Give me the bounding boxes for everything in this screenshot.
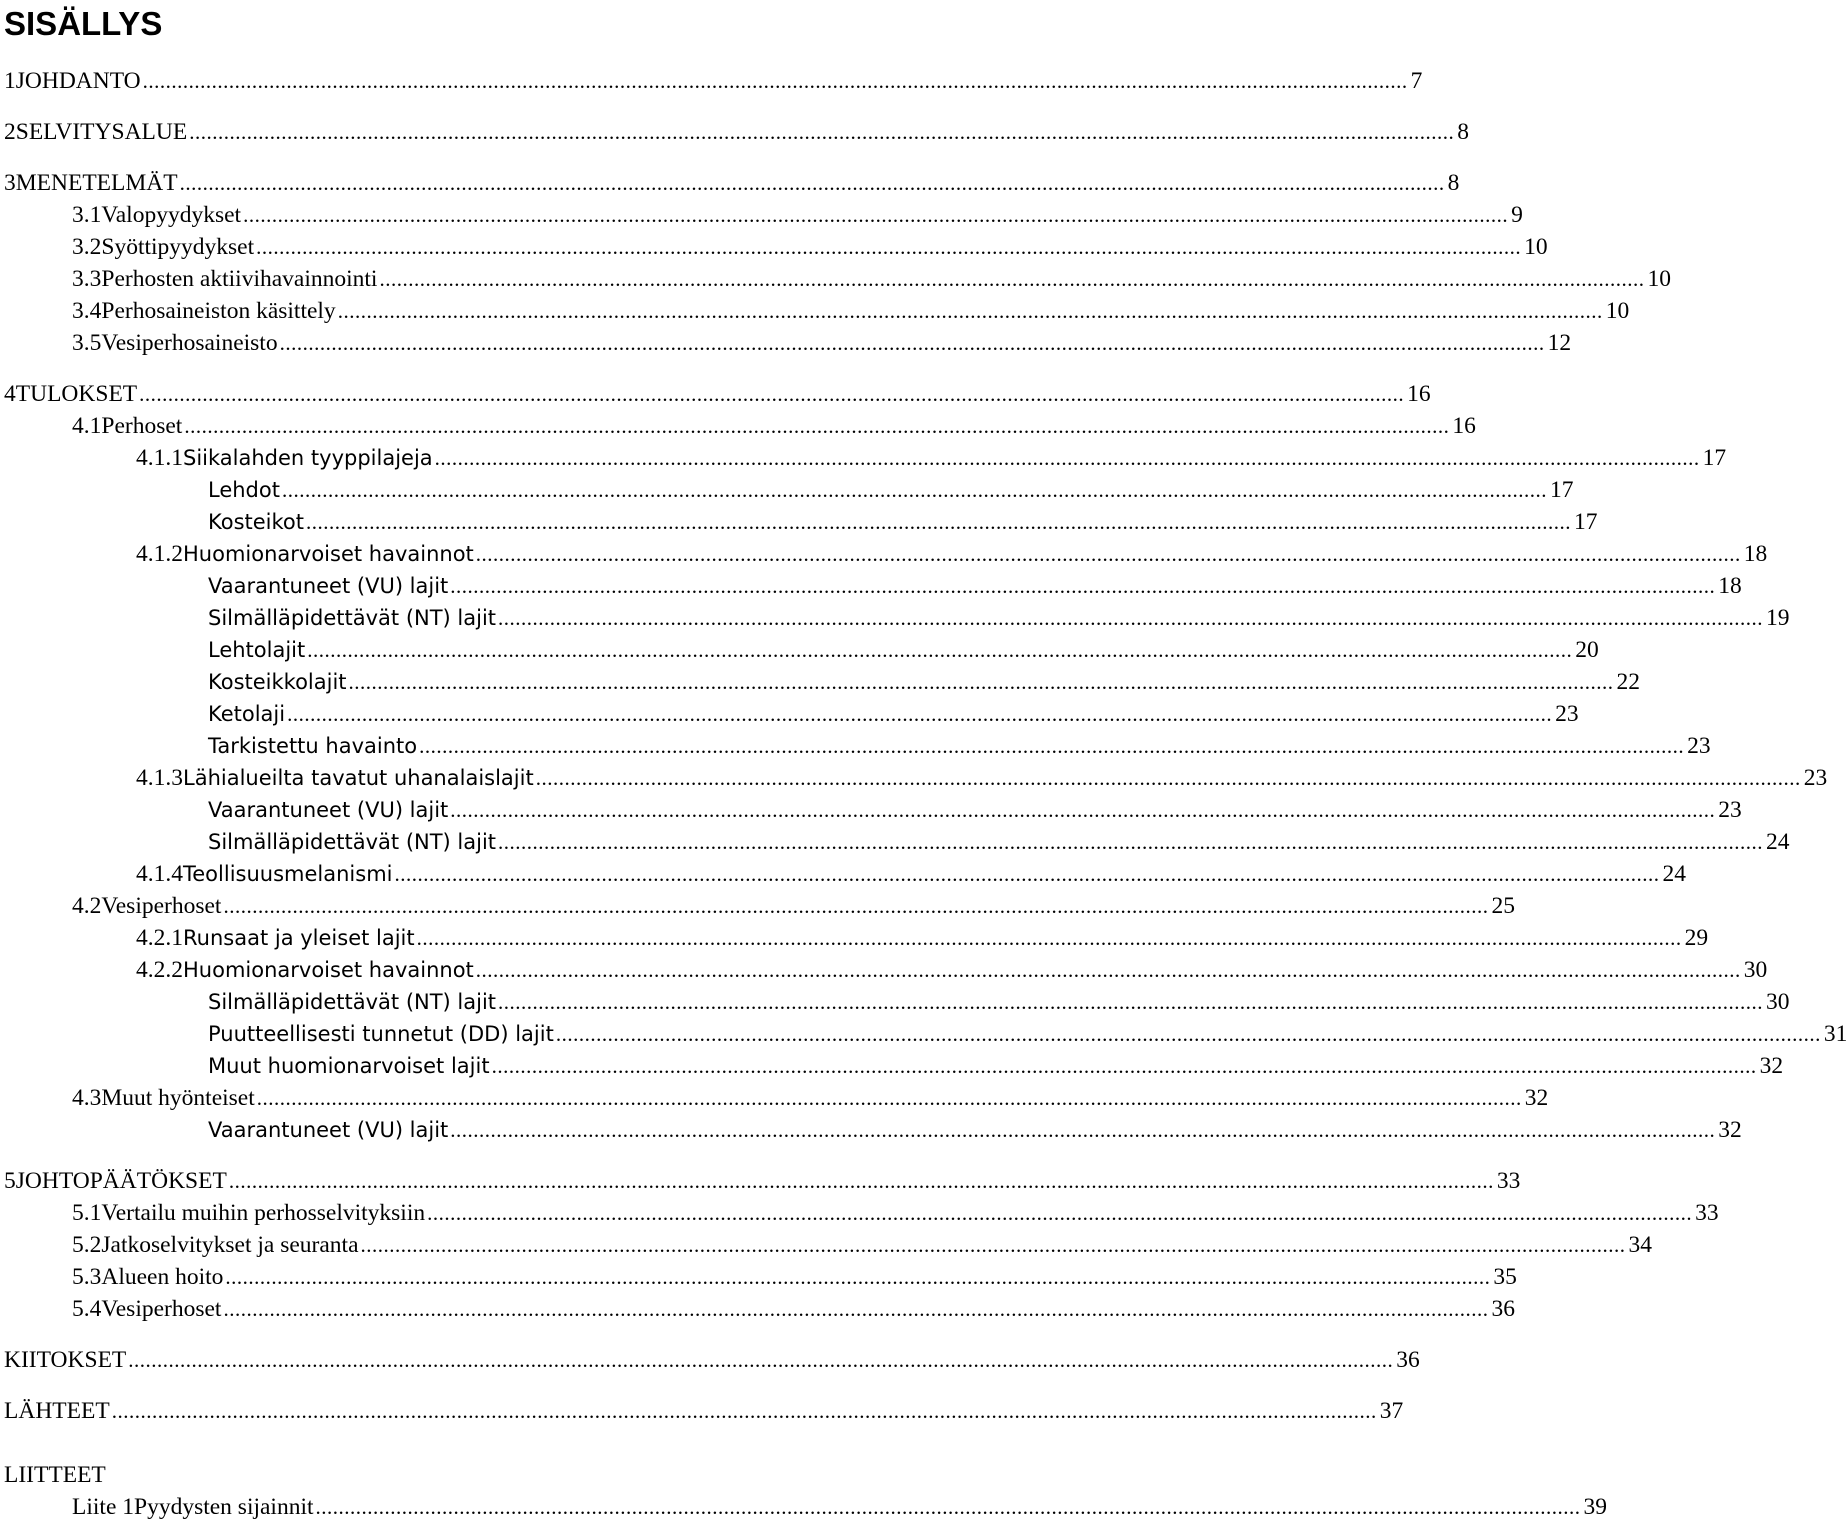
toc-entry-page: 30 — [1743, 957, 1768, 983]
toc-entry-label: Kosteikkolajit — [208, 670, 347, 694]
toc-entry-number: 4.3 — [72, 1085, 102, 1111]
toc-entry-page: 8 — [1447, 170, 1460, 196]
toc-entry-label: Silmälläpidettävät (NT) lajit — [208, 606, 497, 630]
toc-entry-label: Pyydysten sijainnit — [134, 1494, 314, 1520]
toc-entry-number: 4.1 — [72, 413, 102, 439]
toc-entry-page: 34 — [1628, 1232, 1652, 1258]
toc-entry-page: 18 — [1743, 541, 1768, 567]
toc-entry-number: 4.2 — [72, 893, 102, 919]
toc-entry-number: 4.1.3 — [136, 765, 183, 791]
toc-entry[interactable] — [208, 1019, 1847, 1049]
toc-entry[interactable] — [72, 232, 1548, 262]
dot-leader: ............................................................................................................................................................................................................................ — [360, 1233, 1626, 1257]
toc-entry-number: 4.1.2 — [136, 541, 183, 567]
toc-entry-page: 33 — [1496, 1168, 1521, 1194]
dot-leader: ............................................................................................................................................................................................................................ — [111, 1399, 1377, 1423]
toc-entry[interactable] — [136, 539, 1768, 569]
dot-leader: ............................................................................................................................................................................................................................ — [189, 120, 1455, 144]
toc-entry-page: 32 — [1759, 1053, 1784, 1079]
toc-entry-label: JOHTOPÄÄTÖKSET — [15, 1168, 227, 1194]
toc-entry-page: 10 — [1524, 234, 1548, 260]
toc-entry-page: 10 — [1647, 266, 1671, 292]
toc-entry-label: Perhoset — [101, 413, 183, 439]
toc-entry-page: 36 — [1491, 1296, 1515, 1322]
toc-entry-page: 16 — [1452, 413, 1476, 439]
toc-entry-label: Vesiperhosaineisto — [101, 330, 278, 356]
toc-entry-label: Vertailu muihin perhosselvityksiin — [101, 1200, 426, 1226]
dot-leader: ............................................................................................................................................................................................................................ — [337, 299, 1603, 323]
toc-entry-label: KIITOKSET — [4, 1347, 127, 1373]
dot-leader: ............................................................................................................................................................................................................................ — [498, 606, 1764, 630]
dot-leader: ............................................................................................................................................................................................................................ — [139, 382, 1405, 406]
toc-entry-label: Teollisuusmelanismi — [183, 862, 393, 886]
toc-entry-page: 9 — [1511, 202, 1523, 228]
toc-entry-number: 5.3 — [72, 1264, 102, 1290]
toc-entry-page: 18 — [1718, 573, 1742, 599]
toc-entry-label: Lehtolajit — [208, 638, 306, 662]
dot-leader: ............................................................................................................................................................................................................................ — [307, 638, 1573, 662]
toc-entry-label: Syöttipyydykset — [101, 234, 255, 260]
toc-entry-label: Alueen hoito — [101, 1264, 224, 1290]
toc-entry-label: Muut hyönteiset — [101, 1085, 255, 1111]
toc-entry-number: 3.4 — [72, 298, 102, 324]
toc-entry[interactable] — [4, 117, 1469, 147]
toc-entry[interactable] — [72, 411, 1476, 441]
dot-leader: ............................................................................................................................................................................................................................ — [243, 203, 1509, 227]
toc-entry-number: 3.1 — [72, 202, 102, 228]
dot-leader: ............................................................................................................................................................................................................................ — [450, 574, 1716, 598]
toc-entry-page: 23 — [1718, 797, 1742, 823]
toc-entry[interactable] — [72, 200, 1523, 230]
toc-entry[interactable] — [72, 296, 1630, 326]
toc-entry-page: 8 — [1457, 119, 1469, 145]
toc-entry-number: 4 — [4, 381, 16, 407]
dot-leader: ............................................................................................................................................................................................................................ — [475, 958, 1741, 982]
toc-entry[interactable] — [208, 1115, 1742, 1145]
toc-entry[interactable] — [4, 1166, 1521, 1196]
dot-leader: ............................................................................................................................................................................................................................ — [379, 267, 1645, 291]
toc-entry-label: Silmälläpidettävät (NT) lajit — [208, 990, 497, 1014]
toc-entry[interactable] — [208, 635, 1599, 665]
toc-entry-label: Tarkistettu havainto — [208, 734, 418, 758]
toc-entry-number: Liite 1 — [72, 1494, 134, 1520]
toc-entry[interactable] — [72, 1230, 1652, 1260]
dot-leader: ............................................................................................................................................................................................................................ — [223, 894, 1489, 918]
toc-entry-label: Lähialueilta tavatut uhanalaislajit — [183, 766, 534, 790]
toc-entry-number: 3.2 — [72, 234, 102, 260]
toc-entry-page: 17 — [1574, 509, 1598, 535]
dot-leader: ............................................................................................................................................................................................................................ — [228, 1169, 1494, 1193]
dot-leader: ............................................................................................................................................................................................................................ — [225, 1265, 1491, 1289]
dot-leader: ............................................................................................................................................................................................................................ — [184, 414, 1450, 438]
toc-entry-page: 35 — [1493, 1264, 1517, 1290]
toc-entry[interactable] — [72, 1262, 1517, 1292]
toc-entry-page: 7 — [1410, 68, 1423, 94]
toc-entry-label: LÄHTEET — [4, 1398, 110, 1424]
toc-entry-page: 16 — [1407, 381, 1431, 407]
toc-entry[interactable] — [136, 443, 1727, 473]
toc-entry[interactable] — [72, 891, 1515, 921]
dot-leader: ............................................................................................................................................................................................................................ — [142, 69, 1408, 93]
dot-leader: ............................................................................................................................................................................................................................ — [491, 1054, 1757, 1078]
toc-entry-number: 4.2.1 — [136, 925, 183, 951]
toc-entry-number: 3 — [4, 170, 16, 196]
dot-leader: ............................................................................................................................................................................................................................ — [128, 1348, 1394, 1372]
toc-entry-page: 30 — [1766, 989, 1790, 1015]
toc-entry[interactable] — [208, 603, 1790, 633]
dot-leader: ............................................................................................................................................................................................................................ — [419, 734, 1685, 758]
toc-entry-label: Perhosaineiston käsittely — [101, 298, 336, 324]
toc-entry-page: 22 — [1616, 669, 1641, 695]
toc-entry-label: Vesiperhoset — [101, 893, 222, 919]
toc-entry[interactable] — [136, 859, 1686, 889]
dot-leader: ............................................................................................................................................................................................................................ — [498, 990, 1764, 1014]
toc-entry-label: Runsaat ja yleiset lajit — [183, 926, 415, 950]
toc-entry[interactable] — [208, 987, 1790, 1017]
dot-leader: ............................................................................................................................................................................................................................ — [394, 862, 1660, 886]
dot-leader: ............................................................................................................................................................................................................................ — [281, 478, 1547, 502]
toc-entry[interactable] — [4, 1396, 1404, 1426]
toc-entry-number: 2 — [4, 119, 16, 145]
toc-entry-number: 5 — [4, 1168, 16, 1194]
toc-entry[interactable] — [136, 763, 1828, 793]
dot-leader: ............................................................................................................................................................................................................................ — [348, 670, 1614, 694]
toc-entry-page: 20 — [1575, 637, 1599, 663]
toc-entry-page: 37 — [1379, 1398, 1404, 1424]
toc-entry-page: 23 — [1687, 733, 1711, 759]
toc-entry-label: Ketolaji — [208, 702, 286, 726]
toc-entry-label: Vesiperhoset — [101, 1296, 222, 1322]
toc-entry-page: 32 — [1718, 1117, 1742, 1143]
toc-entry[interactable] — [4, 379, 1431, 409]
toc-entry-number: 1 — [4, 68, 16, 94]
toc-entry-label: TULOKSET — [15, 381, 138, 407]
dot-leader: ............................................................................................................................................................................................................................ — [416, 926, 1682, 950]
toc-entry-number: 4.2.2 — [136, 957, 183, 983]
toc-entry-page: 39 — [1583, 1494, 1608, 1520]
toc-entry[interactable] — [208, 507, 1598, 537]
toc-entry-page: 23 — [1803, 765, 1828, 791]
dot-leader: ............................................................................................................................................................................................................................ — [450, 798, 1716, 822]
toc-entry[interactable] — [72, 1083, 1549, 1113]
toc-entry-number: 3.5 — [72, 330, 102, 356]
toc-entry[interactable] — [208, 667, 1641, 697]
toc-entry-label: Vaarantuneet (VU) lajit — [208, 1118, 449, 1142]
toc-entry-number: 5.2 — [72, 1232, 102, 1258]
toc-entry-page: 10 — [1605, 298, 1630, 324]
toc-entry-number: 4.1.1 — [136, 445, 183, 471]
toc-entry[interactable] — [208, 795, 1742, 825]
toc-entry[interactable] — [136, 955, 1768, 985]
toc-entry-page: 24 — [1662, 861, 1686, 887]
dot-leader: ............................................................................................................................................................................................................................ — [498, 830, 1764, 854]
toc-entry[interactable] — [72, 1294, 1515, 1324]
toc-entry[interactable] — [208, 475, 1574, 505]
dot-leader: ............................................................................................................................................................................................................................ — [535, 766, 1801, 790]
dot-leader: ............................................................................................................................................................................................................................ — [256, 235, 1522, 259]
toc-entry[interactable] — [208, 827, 1790, 857]
toc-entry-number: 5.4 — [72, 1296, 102, 1322]
dot-leader: ............................................................................................................................................................................................................................ — [306, 510, 1571, 534]
dot-leader: ............................................................................................................................................................................................................................ — [287, 702, 1553, 726]
toc-entry-page: 32 — [1524, 1085, 1549, 1111]
toc-entry-label: Puutteellisesti tunnetut (DD) lajit — [208, 1022, 554, 1046]
dot-leader: ............................................................................................................................................................................................................................ — [427, 1201, 1693, 1225]
toc-entry-number: 4.1.4 — [136, 861, 183, 887]
toc-entry[interactable] — [4, 66, 1423, 96]
dot-leader: ............................................................................................................................................................................................................................ — [555, 1022, 1821, 1046]
toc-entry[interactable] — [4, 168, 1460, 198]
toc-entry-number: 3.3 — [72, 266, 102, 292]
toc-entry[interactable] — [72, 328, 1572, 358]
toc-entry[interactable] — [136, 923, 1709, 953]
toc-entry-page: 36 — [1396, 1347, 1420, 1373]
toc-entry[interactable] — [4, 1345, 1420, 1375]
dot-leader: ............................................................................................................................................................................................................................ — [179, 171, 1445, 195]
toc-entry[interactable] — [208, 731, 1711, 761]
toc-entry-label: Silmälläpidettävät (NT) lajit — [208, 830, 497, 854]
toc-entry[interactable] — [72, 264, 1671, 294]
dot-leader: ............................................................................................................................................................................................................................ — [434, 446, 1700, 470]
dot-leader: ............................................................................................................................................................................................................................ — [223, 1297, 1489, 1321]
toc-entry-page: 19 — [1766, 605, 1790, 631]
toc-entry-label: Jatkoselvitykset ja seuranta — [101, 1232, 359, 1258]
toc-entry-label: Muut huomionarvoiset lajit — [208, 1054, 490, 1078]
toc-entry-label: JOHDANTO — [15, 68, 141, 94]
toc-entry-page: 24 — [1766, 829, 1790, 855]
toc-entry-label: MENETELMÄT — [15, 170, 178, 196]
toc-entry-label: Huomionarvoiset havainnot — [183, 542, 474, 566]
toc-entry[interactable] — [208, 1051, 1784, 1081]
toc-entry-page: 23 — [1555, 701, 1579, 727]
toc-entry[interactable] — [72, 1198, 1719, 1228]
dot-leader: ............................................................................................................................................................................................................................ — [315, 1495, 1581, 1519]
appendix-heading: LIITTEET — [4, 1462, 106, 1488]
toc-entry-label: Vaarantuneet (VU) lajit — [208, 798, 449, 822]
toc-entry-label: Valopyydykset — [101, 202, 242, 228]
toc-entry-label: SELVITYSALUE — [15, 119, 188, 145]
page-title: SISÄLLYS — [4, 5, 163, 42]
toc-entry-page: 33 — [1695, 1200, 1719, 1226]
toc-entry[interactable] — [208, 571, 1742, 601]
toc-entry-label: Perhosten aktiivihavainnointi — [101, 266, 378, 292]
toc-entry-page: 25 — [1491, 893, 1515, 919]
toc-entry-label: Kosteikot — [208, 510, 304, 534]
dot-leader: ............................................................................................................................................................................................................................ — [450, 1118, 1716, 1142]
dot-leader: ............................................................................................................................................................................................................................ — [256, 1086, 1522, 1110]
toc-entry[interactable] — [72, 1492, 1608, 1522]
toc-entry-label: Siikalahden tyyppilajeja — [183, 446, 433, 470]
dot-leader: ............................................................................................................................................................................................................................ — [279, 331, 1545, 355]
toc-entry-page: 17 — [1702, 445, 1727, 471]
toc-entry-number: 5.1 — [72, 1200, 102, 1226]
toc-entry-page: 12 — [1547, 330, 1572, 356]
toc-entry-label: Huomionarvoiset havainnot — [183, 958, 474, 982]
toc-entry-label: Lehdot — [208, 478, 280, 502]
toc-entry-label: Vaarantuneet (VU) lajit — [208, 574, 449, 598]
toc-entry-page: 31 — [1823, 1021, 1847, 1047]
toc-entry-page: 29 — [1684, 925, 1709, 951]
toc-entry-page: 17 — [1549, 477, 1574, 503]
dot-leader: ............................................................................................................................................................................................................................ — [475, 542, 1741, 566]
toc-entry[interactable] — [208, 699, 1579, 729]
